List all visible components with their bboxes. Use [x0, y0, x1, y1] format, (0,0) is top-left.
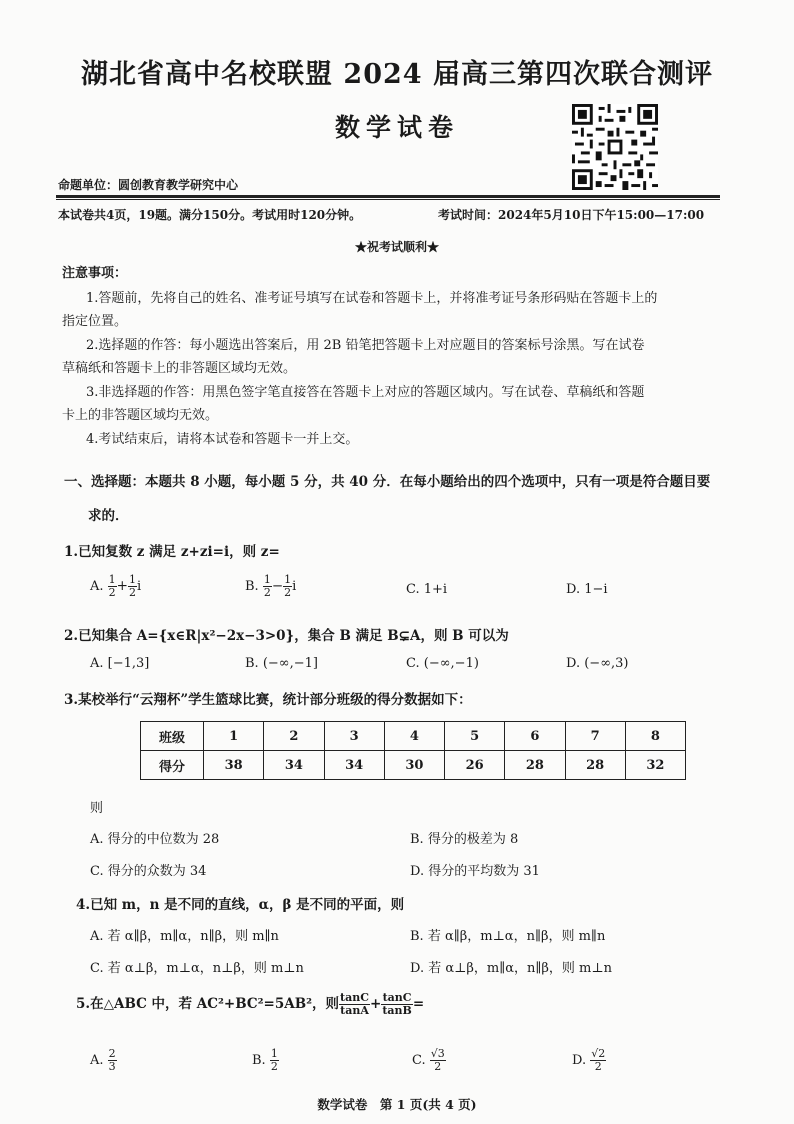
note-1a: 1.答题前，先将自己的姓名、准考证号填写在试卷和答题卡上，并将准考证号条形码贴在答题卡上的	[86, 291, 658, 306]
q1-a-n2: 1	[128, 573, 136, 586]
q5-c-n: √3	[430, 1047, 445, 1060]
table-cell: 28	[505, 751, 565, 780]
q5-b-n: 1	[270, 1047, 278, 1060]
q4-option-a: A. 若 α∥β，m∥α，n∥β，则 m∥n	[90, 929, 279, 944]
q2-option-a: A. [−1,3]	[90, 656, 150, 671]
table-cell: 6	[505, 722, 565, 751]
q1-option-b	[245, 574, 296, 599]
q5-a-n: 2	[108, 1047, 116, 1060]
author-unit: 命题单位：圆创教育教学研究中心	[58, 178, 239, 192]
header-rule-thin	[56, 199, 720, 200]
table-cell: 34	[324, 751, 384, 780]
table-cell: 38	[204, 751, 264, 780]
q1-b-d1: 2	[263, 586, 271, 599]
q1-a-label: A.	[90, 579, 104, 594]
table-cell: 8	[625, 722, 685, 751]
table-header-score: 得分	[141, 751, 204, 780]
q5-a-label: A.	[90, 1053, 104, 1068]
table-header-class: 班级	[141, 722, 204, 751]
table-row	[141, 722, 686, 751]
q5-f1-d: tanA	[340, 1004, 369, 1017]
table-cell: 3	[324, 722, 384, 751]
q1-option-c: C. 1+i	[406, 582, 448, 597]
q1-b-n2: 1	[284, 573, 292, 586]
page-footer: 数学试卷 第 1 页(共 4 页)	[317, 1097, 477, 1112]
q1-a-n1: 1	[108, 573, 116, 586]
q1-a-frac1	[108, 574, 117, 599]
note-3a: 3.非选择题的作答：用黑色签字笔直接答在答题卡上对应的答题区域内。写在试卷、草稿纸和答题	[86, 385, 645, 400]
q3-stem: 3.某校举行“云翔杯”学生篮球比赛，统计部分班级的得分数据如下：	[64, 692, 472, 708]
q1-b-frac2	[283, 574, 292, 599]
q3-option-a: A. 得分的中位数为 28	[90, 832, 220, 847]
table-cell: 4	[384, 722, 444, 751]
q5-c-d: 2	[434, 1060, 442, 1073]
note-1b: 指定位置。	[62, 314, 128, 329]
exam-title: 湖北省高中名校联盟 2024 届高三第四次联合测评	[81, 59, 713, 90]
q5-d-label: D.	[572, 1053, 587, 1068]
table-cell: 32	[625, 751, 685, 780]
q5-f2-n: tanC	[382, 991, 412, 1004]
q5-option-c	[412, 1048, 446, 1073]
q5-option-b	[252, 1048, 279, 1073]
q5-a-d: 3	[108, 1060, 116, 1073]
q5-frac1	[339, 992, 370, 1017]
q5-c-frac	[430, 1048, 446, 1073]
q5-d-n: √2	[591, 1047, 606, 1060]
q2-option-d: D. (−∞,3)	[566, 656, 629, 671]
q5-b-d: 2	[270, 1060, 278, 1073]
note-4: 4.考试结束后，请将本试卷和答题卡一并上交。	[86, 432, 359, 447]
table-cell: 1	[204, 722, 264, 751]
table-cell: 5	[445, 722, 505, 751]
q5-d-d: 2	[594, 1060, 602, 1073]
table-cell: 26	[445, 751, 505, 780]
q1-b-tail: i	[292, 579, 297, 594]
q5-b-label: B.	[252, 1053, 266, 1068]
table-cell: 2	[264, 722, 324, 751]
q2-option-c: C. (−∞,−1)	[406, 656, 479, 671]
exam-subtitle: 数学试卷	[334, 113, 459, 142]
exam-wish: ★祝考试顺利★	[354, 240, 439, 254]
q1-a-tail: i	[136, 579, 142, 594]
notes-heading: 注意事项：	[62, 266, 128, 281]
q4-option-d: D. 若 α⊥β，m∥α，n∥β，则 m⊥n	[410, 961, 612, 976]
q1-b-n1: 1	[263, 573, 271, 586]
note-2a: 2.选择题的作答：每小题选出答案后，用 2B 铅笔把答题卡上对应题目的答案标号涂黑。写在试卷	[86, 338, 645, 353]
q4-option-c: C. 若 α⊥β，m⊥α，n⊥β，则 m⊥n	[90, 961, 304, 976]
q1-a-mid: +	[116, 578, 128, 594]
table-cell: 34	[264, 751, 324, 780]
section-heading-cont: 求的．	[88, 508, 129, 524]
q5-f1-n: tanC	[340, 991, 369, 1004]
q1-a-frac2	[128, 574, 137, 599]
table-cell: 7	[565, 722, 625, 751]
q5-a-frac	[108, 1048, 117, 1073]
q1-b-label: B.	[245, 579, 259, 594]
header-rule	[56, 195, 720, 198]
q3-score-table	[140, 721, 686, 780]
q5-d-frac	[590, 1048, 606, 1073]
q3-option-d: D. 得分的平均数为 31	[410, 864, 540, 879]
q5-frac2	[381, 992, 413, 1017]
q5-b-frac	[270, 1048, 279, 1073]
q5-eq: =	[412, 996, 425, 1012]
table-cell: 30	[384, 751, 444, 780]
q1-b-d2: 2	[284, 586, 292, 599]
q2-stem: 2.已知集合 A={x∈R|x²−2x−3>0}，集合 B 满足 B⊊A，则 B 可以为	[64, 628, 509, 644]
q4-option-b: B. 若 α∥β，m⊥α，n∥β，则 m∥n	[410, 929, 606, 944]
q1-option-a	[90, 574, 141, 599]
table-cell: 28	[565, 751, 625, 780]
q1-b-mid: −	[271, 578, 284, 594]
q5-stem	[76, 992, 424, 1017]
q5-c-label: C.	[412, 1053, 426, 1068]
q1-option-d: D. 1−i	[566, 582, 608, 597]
q1-b-frac1	[263, 574, 272, 599]
q4-stem: 4.已知 m，n 是不同的直线，α，β 是不同的平面，则	[76, 897, 405, 913]
q3-then: 则	[90, 801, 104, 816]
q1-stem: 1.已知复数 z 满足 z+zi=i，则 z=	[64, 544, 280, 560]
section-heading: 一、选择题：本题共 8 小题，每小题 5 分，共 40 分．在每小题给出的四个选项中，只有一项是符合题目要	[64, 474, 711, 490]
note-3b: 卡上的非答题区域均无效。	[62, 408, 219, 423]
q1-a-d1: 2	[108, 586, 116, 599]
qr-code-icon	[572, 104, 658, 190]
q5-option-d	[572, 1048, 606, 1073]
q5-plus: +	[370, 996, 382, 1012]
q5-f2-d: tanB	[382, 1004, 412, 1017]
q5-option-a	[90, 1048, 117, 1073]
q5-stem-text: 5.在△ABC 中，若 AC²+BC²=5AB²，则	[76, 996, 340, 1012]
exam-info: 本试卷共4页，19题。满分150分。考试用时120分钟。	[58, 208, 362, 222]
table-row	[141, 751, 686, 780]
note-2b: 草稿纸和答题卡上的非答题区域均无效。	[62, 361, 297, 376]
q3-option-b: B. 得分的极差为 8	[410, 832, 519, 847]
q1-a-d2: 2	[128, 586, 136, 599]
exam-time: 考试时间：2024年5月10日下午15:00—17:00	[438, 208, 705, 222]
q2-option-b: B. (−∞,−1]	[245, 656, 318, 671]
q3-option-c: C. 得分的众数为 34	[90, 864, 207, 879]
